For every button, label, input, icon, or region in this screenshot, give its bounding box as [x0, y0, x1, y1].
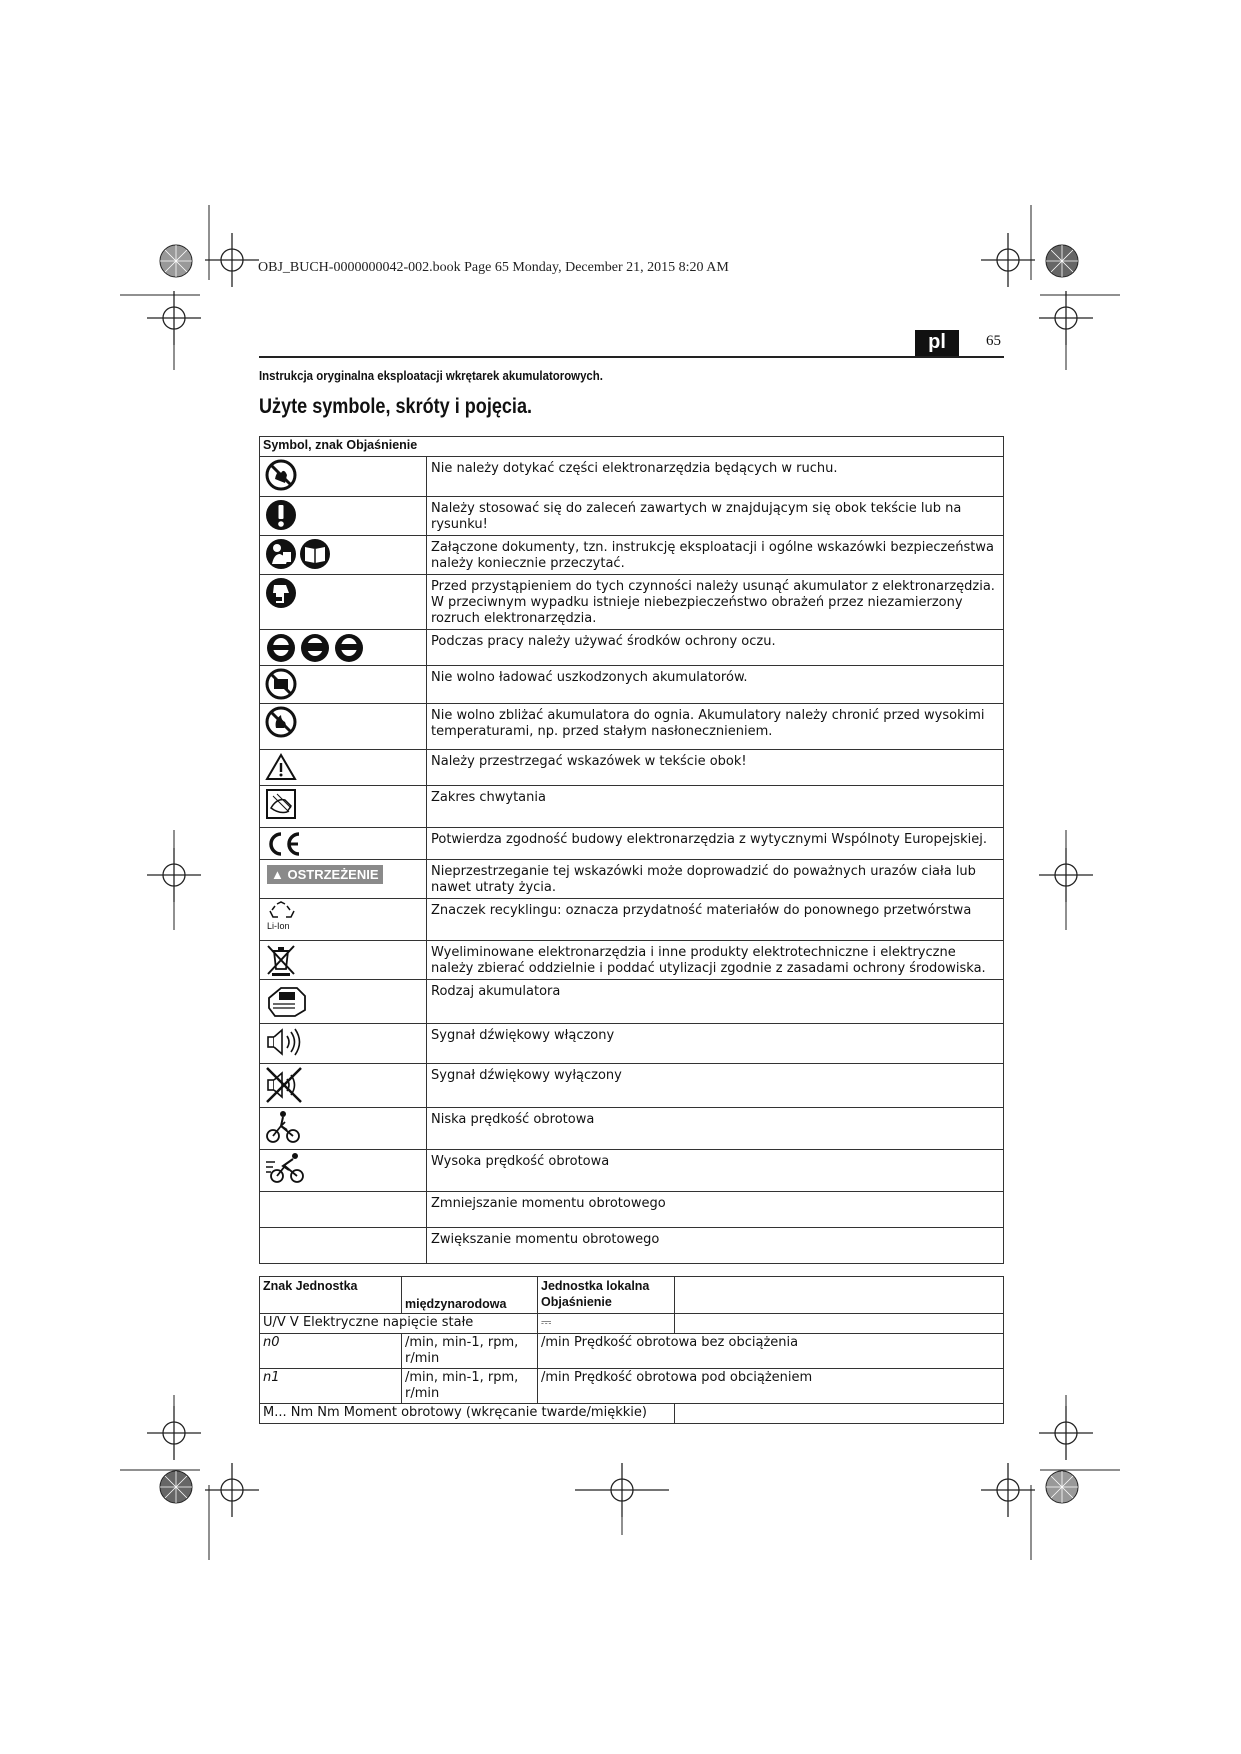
low-speed-icon — [265, 1110, 301, 1144]
table-row — [260, 666, 1004, 704]
table-row — [260, 457, 1004, 497]
table-row — [260, 1404, 1004, 1424]
sound-on-icon — [265, 1026, 303, 1058]
symbol-description: Wysoka prędkość obrotowa — [427, 1150, 1004, 1192]
table-row — [260, 497, 1004, 536]
no-fire-battery-icon — [265, 706, 297, 738]
document-subtitle: Instrukcja oryginalna eksploatacji wkrętarek akumulatorowych. — [259, 368, 603, 383]
read-manual-icon — [265, 538, 331, 570]
table-row — [260, 575, 1004, 630]
unit-cell: n1 — [260, 1369, 402, 1404]
unit-cell: M... Nm Nm Moment obrotowy (wkręcanie twarde/miękkie) — [260, 1404, 675, 1424]
units-header-col2: międzynarodowa — [402, 1277, 538, 1314]
li-ion-label: Li-Ion — [267, 921, 290, 931]
symbol-description: Podczas pracy należy używać środków ochrony oczu. — [427, 630, 1004, 666]
table-row — [260, 860, 1004, 899]
warning-label-text: OSTRZEŻENIE — [287, 867, 379, 882]
symbols-table — [259, 436, 1004, 1264]
table-row — [260, 750, 1004, 786]
unit-cell: /min Prędkość obrotowa pod obciążeniem — [538, 1369, 1004, 1404]
grip-area-icon — [265, 788, 297, 820]
symbol-description: Należy stosować się do zaleceń zawartych w znajdującym się obok tekście lub na rysunku! — [427, 497, 1004, 536]
table-row — [260, 1024, 1004, 1064]
unit-cell: /min, min-1, rpm, r/min — [402, 1369, 538, 1404]
symbol-description: Zmniejszanie momentu obrotowego — [427, 1192, 1004, 1228]
unit-cell: /min Prędkość obrotowa bez obciążenia — [538, 1334, 1004, 1369]
table-row — [260, 536, 1004, 575]
units-table-header — [260, 1277, 1004, 1314]
symbol-description: Potwierdza zgodność budowy elektronarzędzia z wytycznymi Wspólnoty Europejskiej. — [427, 828, 1004, 860]
symbol-description: Niska prędkość obrotowa — [427, 1108, 1004, 1150]
high-speed-icon — [265, 1152, 307, 1184]
remove-battery-icon — [265, 577, 297, 609]
unit-cell: /min, min-1, rpm, r/min — [402, 1334, 538, 1369]
symbol-description: Rodzaj akumulatora — [427, 980, 1004, 1024]
table-row — [260, 1064, 1004, 1108]
unit-cell — [675, 1404, 1004, 1424]
table-row — [260, 1369, 1004, 1404]
unit-cell: n0 — [260, 1334, 402, 1369]
symbol-description: Załączone dokumenty, tzn. instrukcję eksploatacji i ogólne wskazówki bezpieczeństwa należy koniecznie przeczytać. — [427, 536, 1004, 575]
symbol-description: Sygnał dźwiękowy włączony — [427, 1024, 1004, 1064]
ce-mark-icon — [265, 830, 305, 858]
units-header-col4 — [675, 1277, 1004, 1314]
table-row — [260, 1150, 1004, 1192]
table-row — [260, 1314, 1004, 1334]
symbol-description: Należy przestrzegać wskazówek w tekście obok! — [427, 750, 1004, 786]
table-row — [260, 980, 1004, 1024]
unit-cell — [675, 1314, 1004, 1334]
eye-protection-icon — [265, 632, 363, 664]
symbol-description: Nieprzestrzeganie tej wskazówki może doprowadzić do poważnych urazów ciała lub nawet utraty życia. — [427, 860, 1004, 899]
table-row — [260, 1228, 1004, 1264]
symbol-description: Znaczek recyklingu: oznacza przydatność materiałów do ponownego przetwórstwa — [427, 899, 1004, 941]
symbols-table-header — [260, 437, 1004, 457]
symbol-description: Zwiększanie momentu obrotowego — [427, 1228, 1004, 1264]
units-header-col1: Znak Jednostka — [260, 1277, 402, 1314]
section-heading: Użyte symbole, skróty i pojęcia. — [259, 395, 533, 418]
page-number: 65 — [986, 333, 1001, 349]
symbols-header-cell: Symbol, znak Objaśnienie — [260, 437, 1004, 457]
units-header-col3: Jednostka lokalna Objaśnienie — [538, 1277, 675, 1314]
no-charge-damaged-battery-icon — [265, 668, 297, 700]
table-row — [260, 1334, 1004, 1369]
warning-triangle-icon — [265, 752, 297, 782]
warning-label-icon: ▲ OSTRZEŻENIE — [267, 865, 383, 884]
recycling-li-ion-icon — [265, 901, 299, 923]
symbol-description: Zakres chwytania — [427, 786, 1004, 828]
table-row — [260, 828, 1004, 860]
table-row — [260, 704, 1004, 750]
table-row — [260, 786, 1004, 828]
table-row — [260, 1192, 1004, 1228]
symbol-description: Nie wolno ładować uszkodzonych akumulatorów. — [427, 666, 1004, 704]
table-row — [260, 941, 1004, 980]
unit-cell: ⎓ — [538, 1314, 675, 1334]
no-touch-moving-parts-icon — [265, 459, 297, 491]
language-badge: pl — [915, 330, 959, 356]
units-table — [259, 1276, 1004, 1424]
symbol-description: Przed przystąpieniem do tych czynności należy usunąć akumulator z elektronarzędzia. W przeciwnym wypadku istnieje niebezpieczeństwo obrażeń przez niezamierzony rozruch elektronarzędzia. — [427, 575, 1004, 630]
table-row — [260, 630, 1004, 666]
mandatory-instruction-icon — [265, 499, 297, 531]
weee-bin-icon — [265, 943, 297, 977]
book-info-line: OBJ_BUCH-0000000042-002.book Page 65 Monday, December 21, 2015 8:20 AM — [258, 260, 729, 275]
symbol-description: Nie należy dotykać części elektronarzędzia będących w ruchu. — [427, 457, 1004, 497]
unit-cell: U/V V Elektryczne napięcie stałe — [260, 1314, 538, 1334]
table-row — [260, 899, 1004, 941]
battery-type-icon — [265, 982, 309, 1018]
sound-off-icon — [265, 1066, 303, 1104]
symbol-description: Sygnał dźwiękowy wyłączony — [427, 1064, 1004, 1108]
symbol-description: Nie wolno zbliżać akumulatora do ognia. Akumulatory należy chronić przed wysokimi temperaturami, np. przed stałym nasłonecznieniem. — [427, 704, 1004, 750]
header-rule — [259, 356, 1004, 358]
symbol-description: Wyeliminowane elektronarzędzia i inne produkty elektrotechniczne i elektryczne należy zbierać oddzielnie i poddać utylizacji zgodnie z zasadami ochrony środowiska. — [427, 941, 1004, 980]
table-row — [260, 1108, 1004, 1150]
